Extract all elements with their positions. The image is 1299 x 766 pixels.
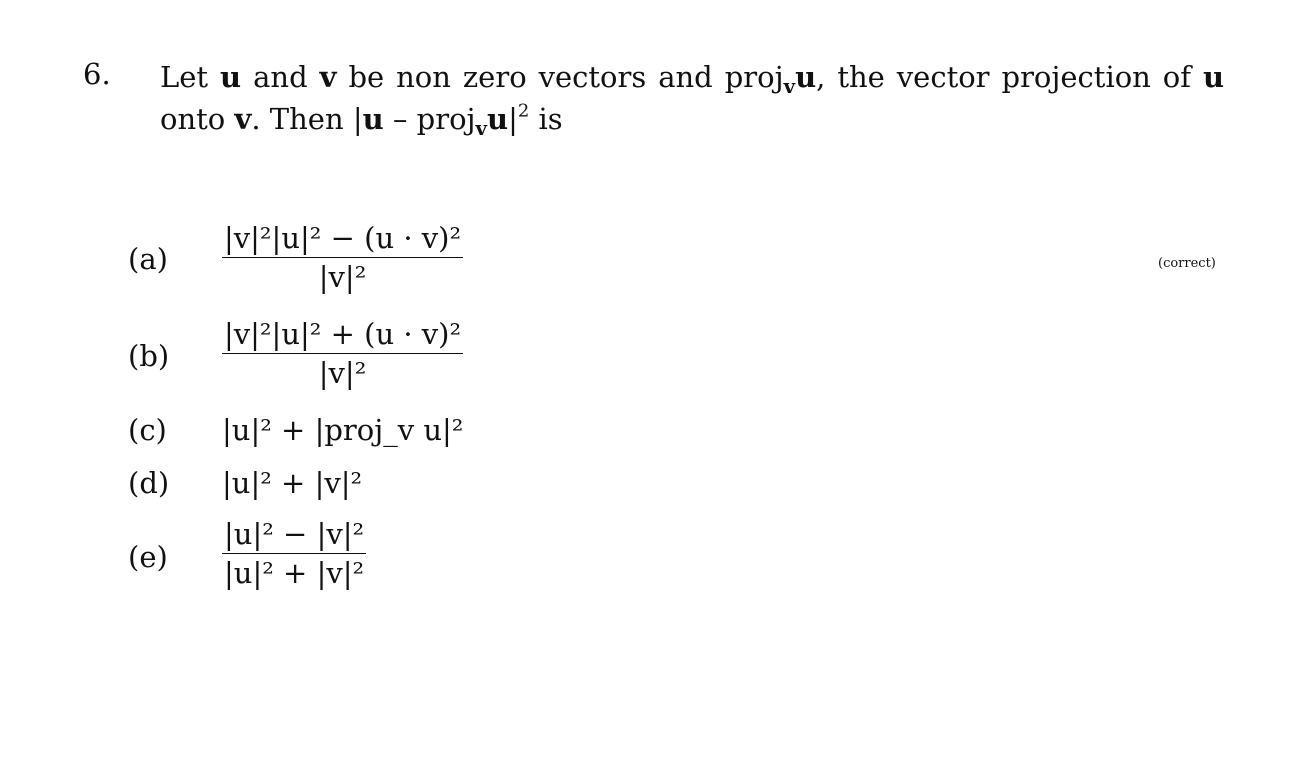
option-b-label: (b) xyxy=(128,339,170,373)
question-number: 6. xyxy=(83,57,111,91)
option-e-numerator: |u|² − |v|² xyxy=(224,517,365,551)
question-text xyxy=(160,56,1224,140)
option-b-numerator: |v|²|u|² + (u · v)² xyxy=(224,317,462,351)
option-d-expression: |u|² + |v|² xyxy=(222,466,363,500)
option-d-label: (d) xyxy=(128,466,170,500)
option-a-denominator: |v|² xyxy=(318,260,367,294)
option-a-numerator: |v|²|u|² − (u · v)² xyxy=(224,221,462,255)
option-a-expression xyxy=(222,219,463,296)
correct-note: (correct) xyxy=(1158,256,1216,271)
option-b-expression xyxy=(222,315,463,392)
option-e-denominator: |u|² + |v|² xyxy=(224,556,365,590)
option-a-label: (a) xyxy=(128,242,168,276)
option-c-expression: |u|² + |proj_v u|² xyxy=(222,413,464,447)
option-b-denominator: |v|² xyxy=(318,356,367,390)
question-line-1: Let u and v be non zero vectors and proj$_v$u, the vector projection of u xyxy=(160,60,1225,98)
option-e-label: (e) xyxy=(128,540,168,574)
option-c-label: (c) xyxy=(128,413,167,447)
question-line-2: onto v. Then $|u - proj_vu|^2$ is xyxy=(160,100,563,140)
option-e-expression xyxy=(222,515,366,592)
